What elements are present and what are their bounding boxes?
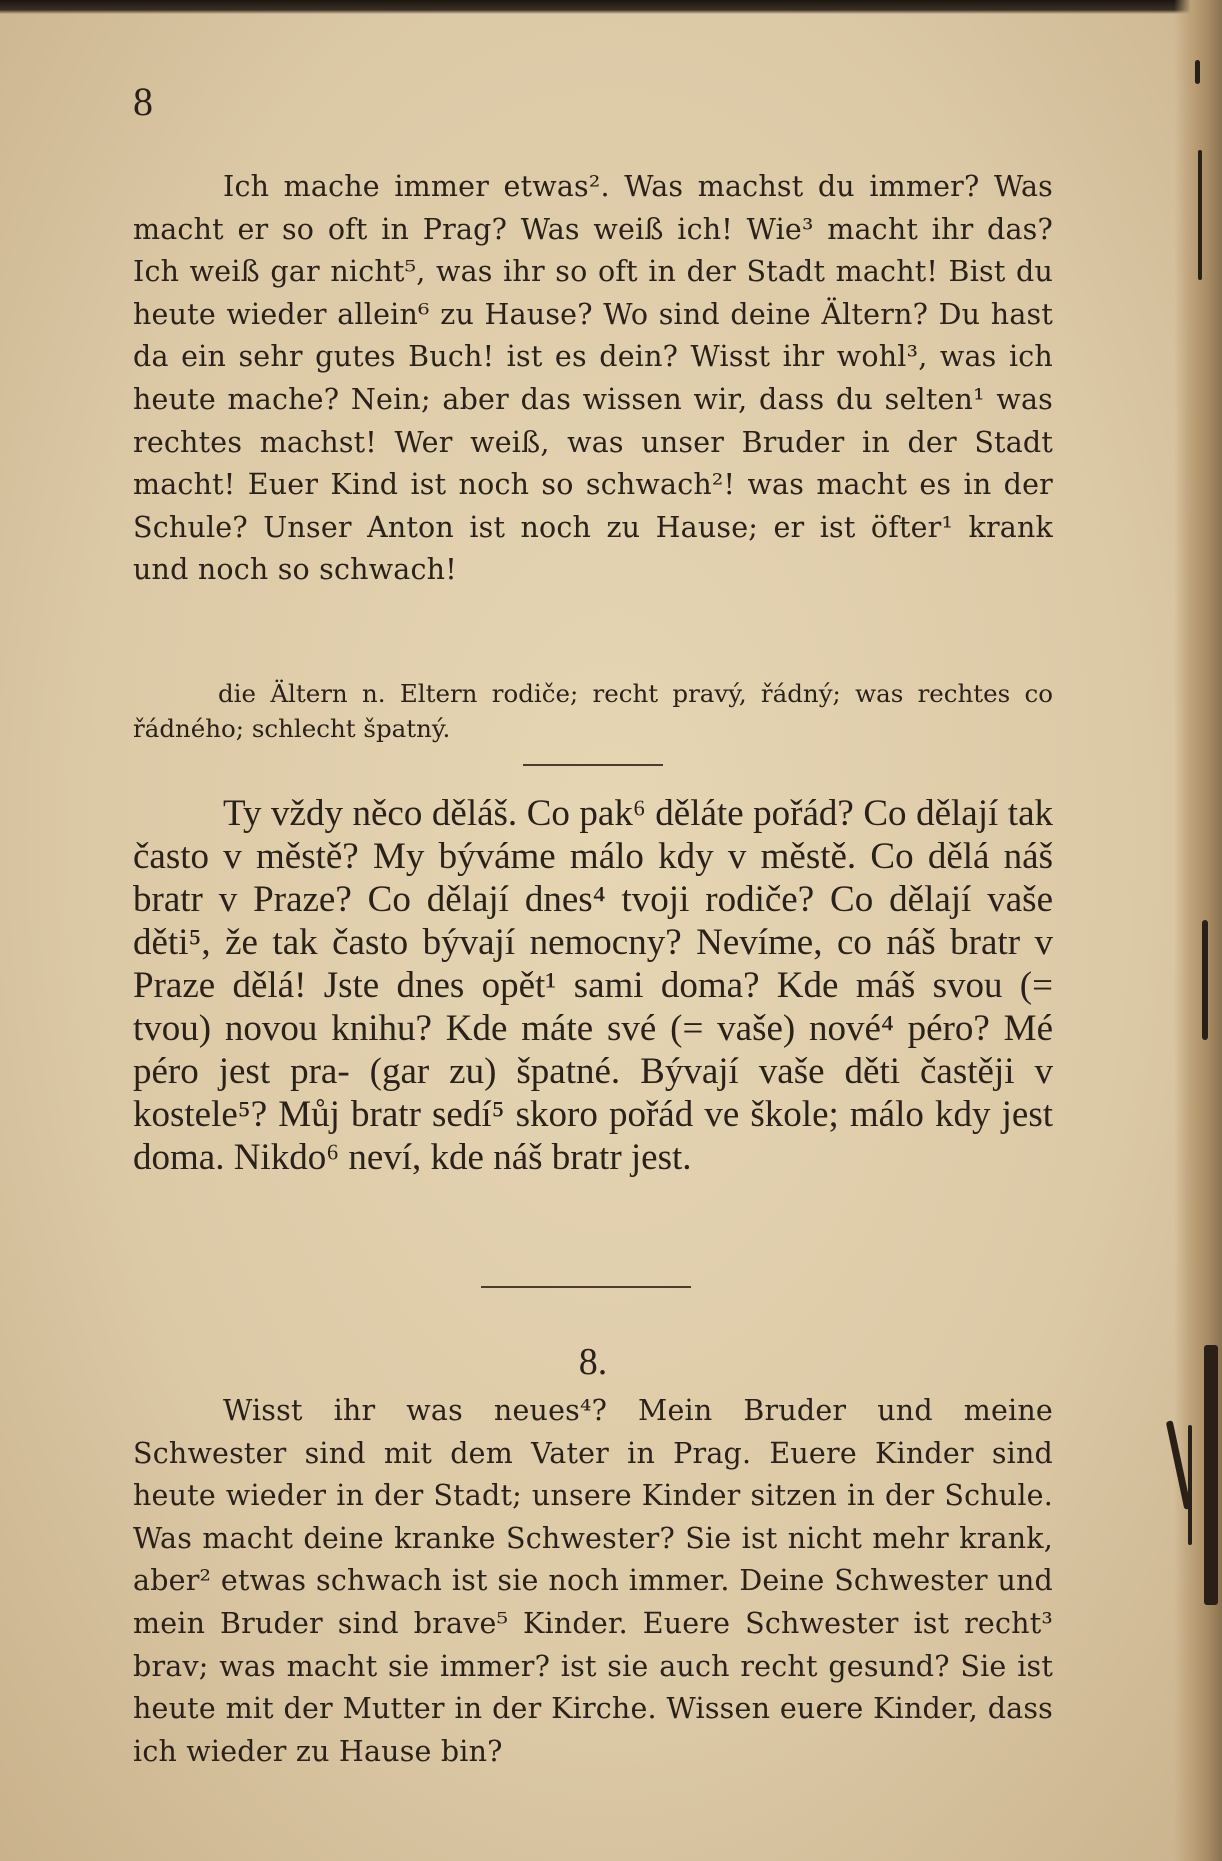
page-top-shadow	[0, 0, 1222, 14]
divider-rule	[481, 1286, 691, 1288]
page-number: 8	[133, 79, 153, 124]
german-exercise-paragraph-2: Wisst ihr was neues⁴? Mein Bruder und meine Schwester sind mit dem Vater in Prag. Euere Kinder sind heute wieder in der Stadt; unsere Kinder sitzen in der Schule. Was macht deine kranke Schwester? Sie ist nicht mehr krank, aber² etwas schwach ist sie noch immer. Deine Schwester und mein Bruder sind brave⁵ Kinder. Euere Schwester ist recht³ brav; was macht sie immer? ist sie auch recht gesund? Sie ist heute mit der Mutter in der Kirche. Wissen euere Kinder, dass ich wieder zu Hause bin?	[133, 1394, 1053, 1768]
vocabulary-note: die Ältern n. Eltern rodiče; recht pravý, řádný; was rechtes co řádného; schlecht špatný.	[133, 679, 1053, 743]
book-spine-edge	[1174, 0, 1222, 1861]
german-exercise-paragraph: Ich mache immer etwas². Was machst du immer? Was macht er so oft in Prag? Was weiß ich! Wie³ macht ihr das? Ich weiß gar nicht⁵, was ihr so oft in der Stadt macht! Bist du heute wieder allein⁶ zu Hause? Wo sind deine Ältern? Du hast da ein sehr gutes Buch! ist es dein? Wisst ihr wohl³, was ich heute mache? Nein; aber das wissen wir, dass du selten¹ was rechtes machst! Wer weiß, was unser Bruder in der Stadt macht! Euer Kind ist noch so schwach²! was macht es in der Schule? Unser Anton ist noch zu Hause; er ist öfter¹ krank und noch so schwach!	[133, 170, 1053, 587]
section-number: 8.	[578, 1341, 608, 1383]
divider-rule	[523, 764, 663, 766]
czech-exercise-paragraph: Ty vždy něco děláš. Co pak⁶ děláte pořád? Co dělají tak často v městě? My býváme málo kdy v městě. Co dělá náš bratr v Praze? Co dělají dnes⁴ tvoji rodiče? Co dělají vaše děti⁵, že tak často bývají nemocny? Nevíme, co náš bratr v Praze dělá! Jste dnes opět¹ sami doma? Kde máš svou (= tvou) novou knihu? Kde máte své (= vaše) nové⁴ péro? Mé péro jest pra- (gar zu) špatné. Bývají vaše děti častěji v kostele⁵? Můj bratr sedí⁵ skoro pořád ve škole; málo kdy jest doma. Nikdo⁶ neví, kde náš bratr jest.	[133, 793, 1053, 1178]
